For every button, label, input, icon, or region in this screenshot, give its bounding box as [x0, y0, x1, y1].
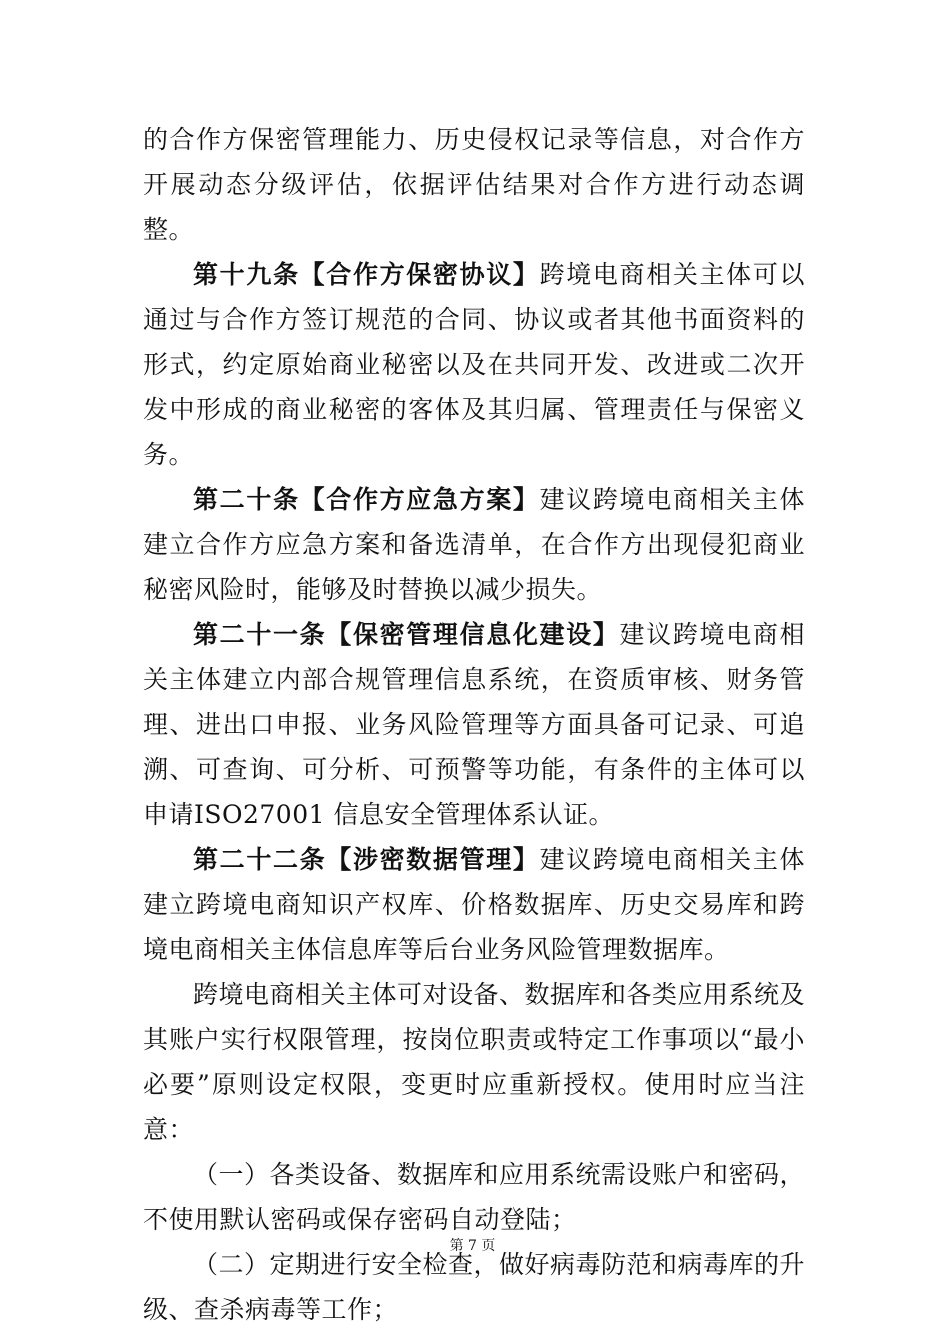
paragraph-continued	[143, 117, 805, 252]
body-text	[143, 117, 805, 1332]
paragraph	[143, 972, 805, 1152]
article-text: 建议跨境电商相关主体建立跨境电商知识产权库、价格数据库、历史交易库和跨境电商相关主体信息库等后台业务风险管理数据库。	[143, 845, 805, 964]
list-item-text: （二）定期进行安全检查，做好病毒防范和病毒库的升级、查杀病毒等工作；	[143, 1250, 806, 1324]
list-item-text: （一）各类设备、数据库和应用系统需设账户和密码，不使用默认密码或保存密码自动登陆；	[143, 1160, 806, 1234]
article-heading: 第二十条【合作方应急方案】	[193, 485, 540, 514]
article-text: 建议跨境电商相关主体建立合作方应急方案和备选清单，在合作方出现侵犯商业秘密风险时，能够及时替换以减少损失。	[143, 485, 805, 604]
article-heading: 第十九条【合作方保密协议】	[193, 260, 540, 289]
article-20	[143, 477, 805, 612]
article-21	[143, 612, 805, 837]
list-item	[143, 1152, 805, 1242]
article-text: 跨境电商相关主体可以通过与合作方签订规范的合同、协议或者其他书面资料的形式，约定原始商业秘密以及在共同开发、改进或二次开发中形成的商业秘密的客体及其归属、管理责任与保密义务。	[143, 260, 805, 469]
article-heading: 第二十一条【保密管理信息化建设】	[193, 620, 620, 649]
article-text: 建议跨境电商相关主体建立内部合规管理信息系统，在资质审核、财务管理、进出口申报、业务风险管理等方面具备可记录、可追溯、可查询、可分析、可预警等功能，有条件的主体可以申请ISO27001 信息安全管理体系认证。	[143, 620, 805, 829]
article-19	[143, 252, 805, 477]
paragraph-text: 跨境电商相关主体可对设备、数据库和各类应用系统及其账户实行权限管理，按岗位职责或特定工作事项以“最小必要”原则设定权限，变更时应重新授权。使用时应当注意：	[143, 980, 806, 1144]
page-number: 第 7 页	[449, 1238, 496, 1254]
paragraph-text: 的合作方保密管理能力、历史侵权记录等信息，对合作方开展动态分级评估，依据评估结果对合作方进行动态调整。	[143, 125, 805, 244]
article-heading: 第二十二条【涉密数据管理】	[193, 845, 540, 874]
article-22	[143, 837, 805, 972]
